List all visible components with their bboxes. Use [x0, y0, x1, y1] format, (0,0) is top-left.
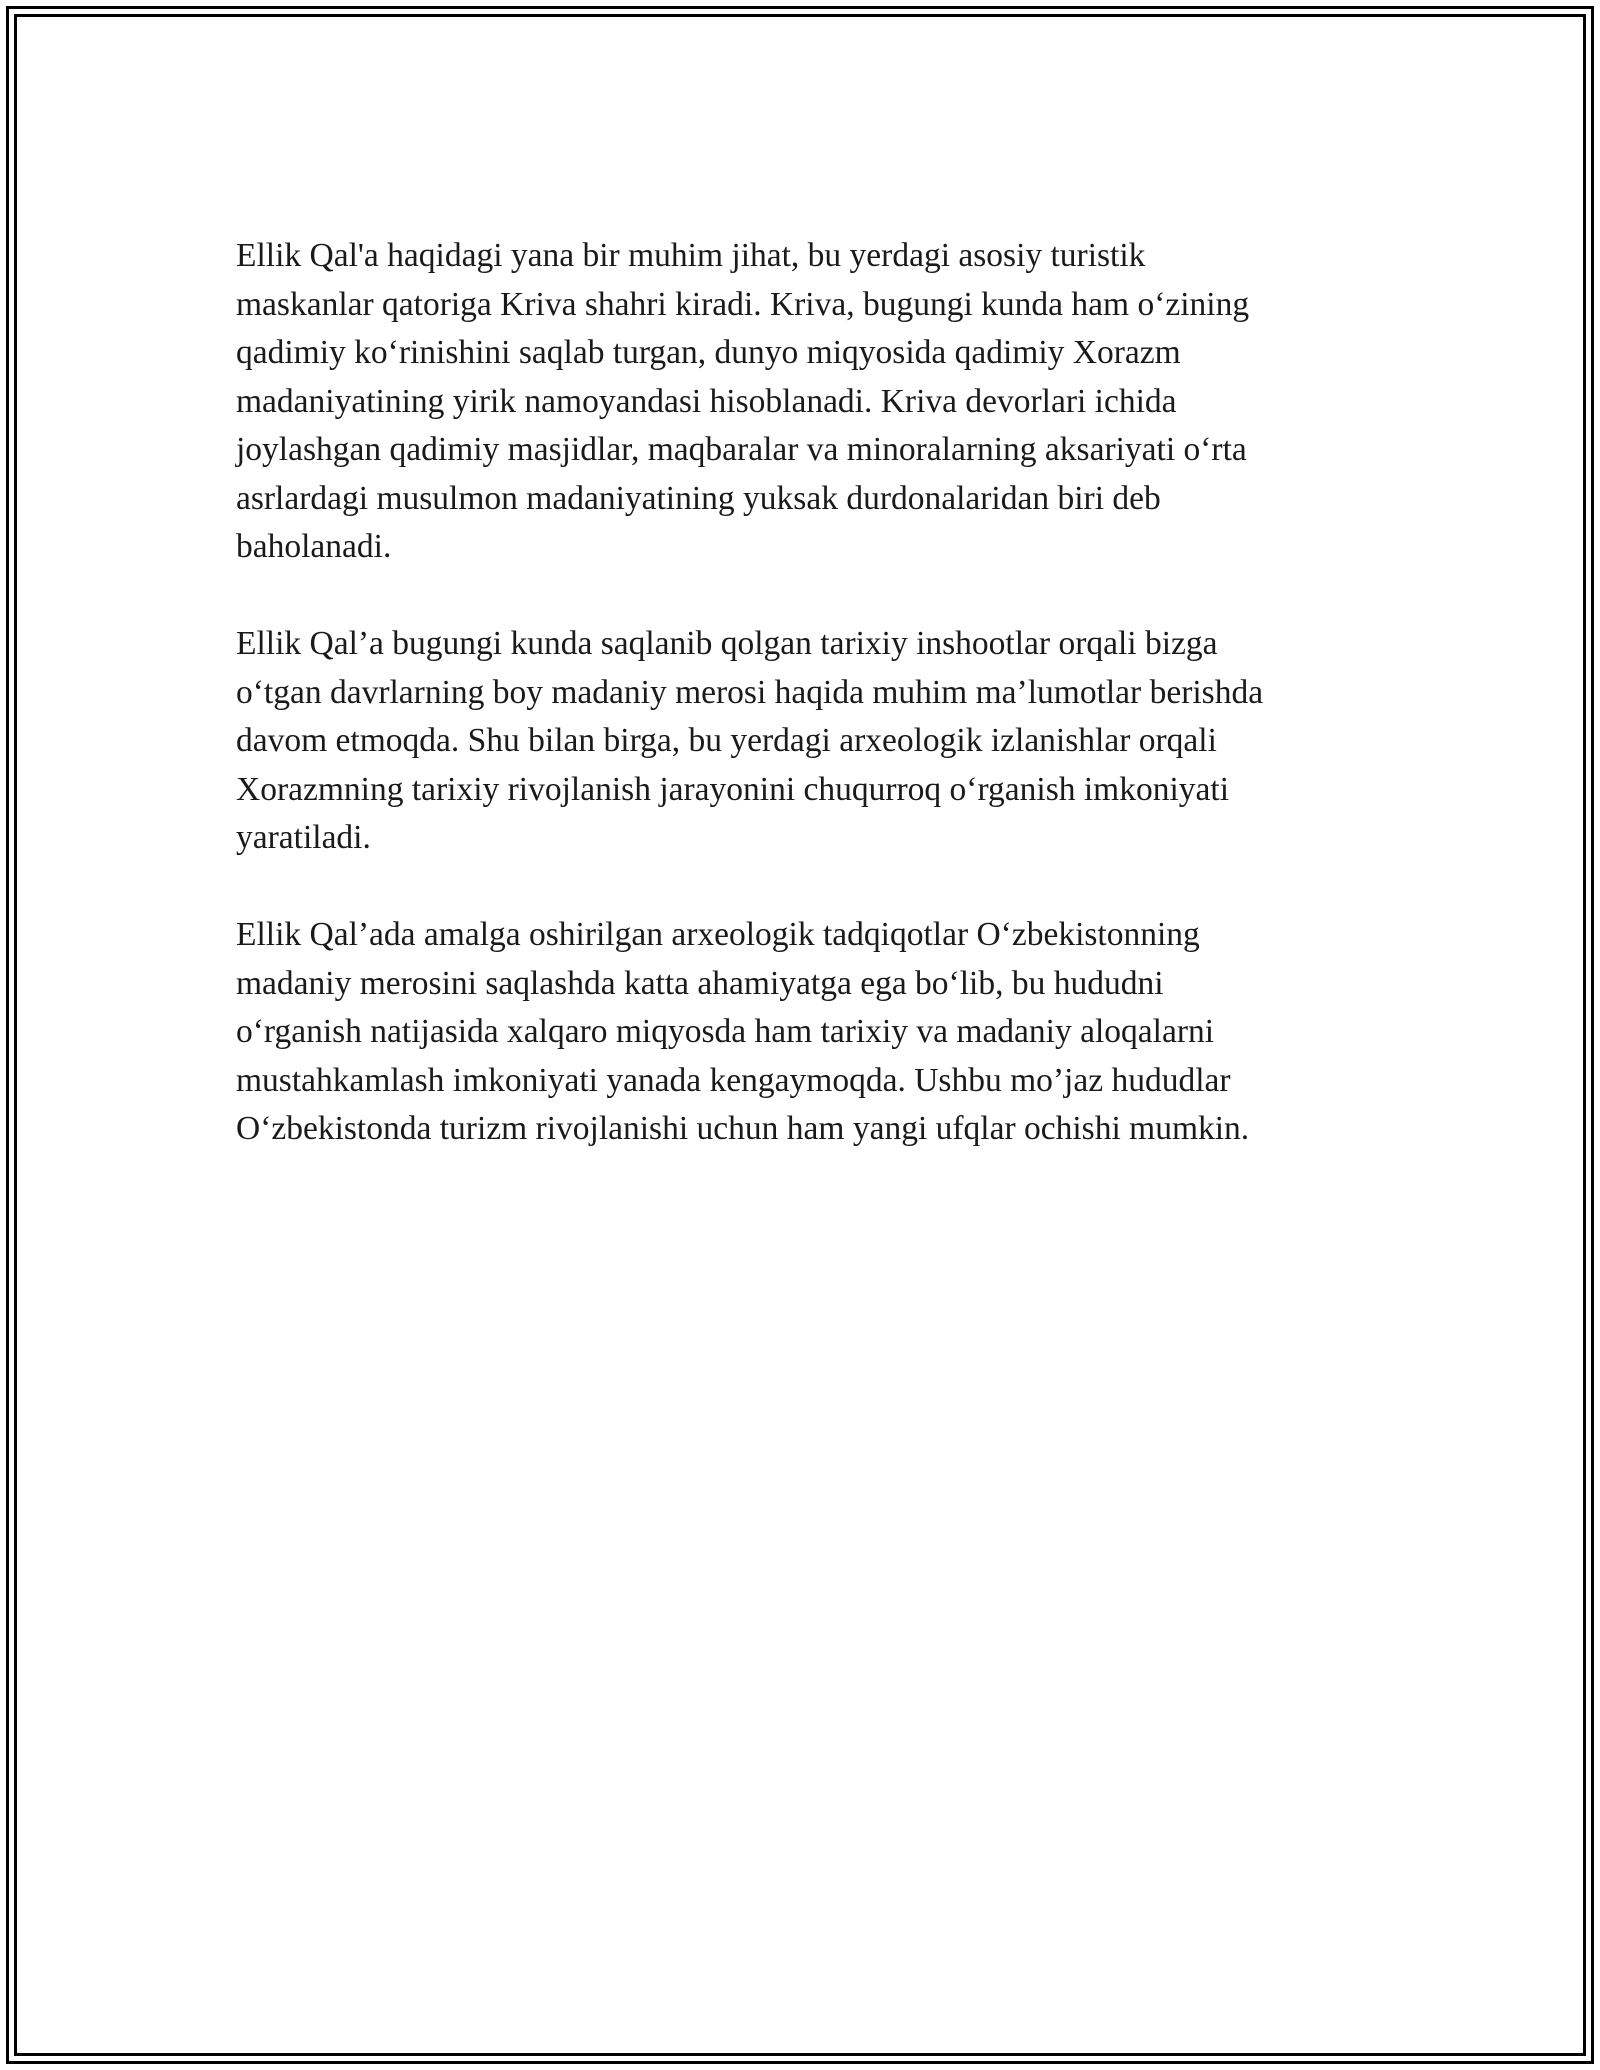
paragraph-1: [236, 232, 1366, 572]
paragraph-line: Ellik Qal'a haqidagi yana bir muhim jihat, bu yerdagi asosiy turistik: [236, 237, 1146, 274]
paragraph-line: madaniyatining yirik namoyandasi hisoblanadi. Kriva devorlari ichida: [236, 382, 1177, 420]
document-body: [236, 232, 1366, 1202]
paragraph-3: [236, 911, 1366, 1154]
paragraph-line: qadimiy ko‘rinishini saqlab turgan, dunyo miqyosida qadimiy Xorazm: [236, 334, 1181, 371]
paragraph-2: [236, 620, 1366, 863]
paragraph-line: maskanlar qatoriga Kriva shahri kiradi. Kriva, bugungi kunda ham o‘zining: [236, 285, 1250, 323]
paragraph-line: o‘rganish natijasida xalqaro miqyosda ham tarixiy va madaniy aloqalarni: [236, 1013, 1215, 1050]
paragraph-line: Ellik Qal’a bugungi kunda saqlanib qolgan tarixiy inshootlar orqali bizga: [236, 625, 1218, 662]
paragraph-line: baholanadi.: [236, 528, 392, 565]
paragraph-line: asrlardagi musulmon madaniyatining yuksak durdonalaridan biri deb: [236, 479, 1161, 517]
paragraph-line: mustahkamlash imkoniyati yanada kengaymoqda. Ushbu mo’jaz hududlar: [236, 1061, 1231, 1099]
paragraph-line: O‘zbekistonda turizm rivojlanishi uchun ham yangi ufqlar ochishi mumkin.: [236, 1110, 1250, 1147]
paragraph-line: Xorazmning tarixiy rivojlanish jarayonini chuqurroq o‘rganish imkoniyati: [236, 770, 1230, 808]
paragraph-line: joylashgan qadimiy masjidlar, maqbaralar va minoralarning aksariyati o‘rta: [236, 431, 1247, 468]
paragraph-line: o‘tgan davrlarning boy madaniy merosi haqida muhim ma’lumotlar berishda: [236, 673, 1264, 711]
paragraph-line: davom etmoqda. Shu bilan birga, bu yerdagi arxeologik izlanishlar orqali: [236, 722, 1217, 759]
paragraph-line: Ellik Qal’ada amalga oshirilgan arxeologik tadqiqotlar O‘zbekistonning: [236, 916, 1200, 953]
paragraph-line: madaniy merosini saqlashda katta ahamiyatga ega bo‘lib, bu hududni: [236, 964, 1164, 1002]
paragraph-line: yaratiladi.: [236, 819, 371, 856]
